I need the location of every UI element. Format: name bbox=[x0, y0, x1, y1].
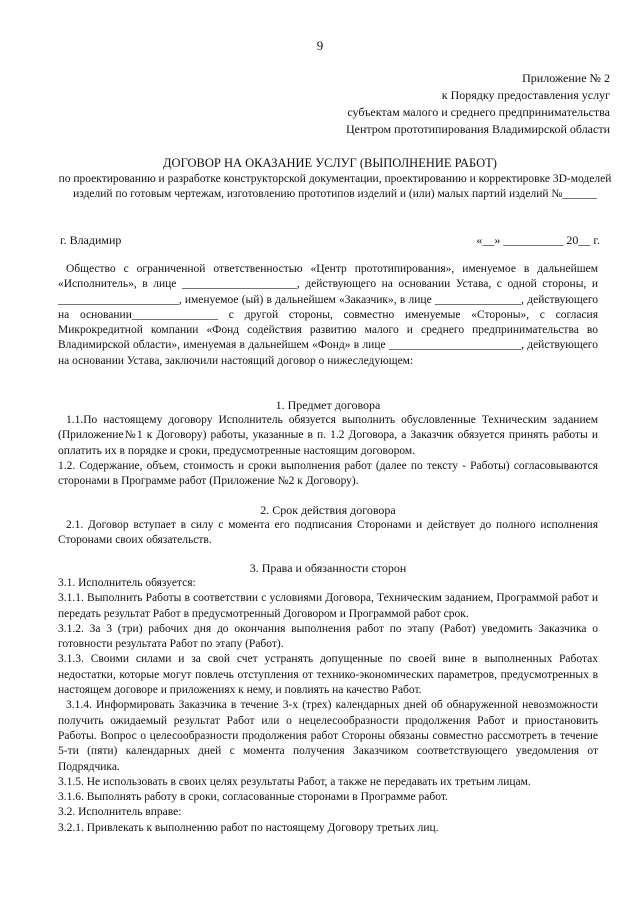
intro-text: Общество с ограниченной ответственностью «Центр прототипирования», именуемое в дальнейшем «Исполнитель», в лице ____________________, действующего на основании Устава, с одной стороны, и _____________________, именуемое (ый) в дальнейшем «Заказчик», в лице _______________, действующего на основании_______________ с другой стороны, совместно именуемые «Стороны», с согласия Микрокредитной компании «Фонд содействия развитию малого и среднего предпринимательства во Владимирской области», именуемая в дальнейшем «Фонд» в лице _______________________, действующего на основании Устава, заключили настоящий договор о нижеследующем: bbox=[58, 263, 598, 367]
clause-3-1-1: 3.1.1. Выполнить Работы в соответствии с условиями Договора, Техническим заданием, Программой работ и передать результат Работ в предусмотренный Договором и Программой работ срок. bbox=[58, 592, 598, 620]
clause-3-1-3: 3.1.3. Своими силами и за свой счет устранять допущенные по своей вине в выполненных Работах недостатки, которые могут повлечь отступления от технико-экономических параметров, предусмотренных в настоящем договоре и приложениях к нему, и повлиять на качество Работ. bbox=[58, 653, 598, 697]
city: г. Владимир bbox=[60, 233, 122, 247]
clause-3-1-4: 3.1.4. Информировать Заказчика в течение 3-х (трех) календарных дней об обнаруженной невозможности получить ожидаемый результат Работ или о нецелесообразности продолжения Работ и приостановить Работы. Вопрос о целесообразности продолжения работ Стороны обязаны совместно рассмотреть в течение 5-ти (пяти) календарных дней с момента получения Заказчиком соответствующего уведомления от Подрядчика. bbox=[58, 699, 598, 773]
clause-3-1-6: 3.1.6. Выполнять работу в сроки, согласованные сторонами в Программе работ. bbox=[58, 791, 448, 804]
clause-1-1: 1.1.По настоящему договору Исполнитель обязуется выполнить обусловленные Техническим заданием (Приложение№1 к Договору) работы, указанные в п. 1.2 Договора, а Заказчик обязуется принять работы и оплатить их в порядке и сроки, предусмотренные настоящим договором. bbox=[58, 414, 598, 457]
appendix-line-4: Центром прототипирования Владимирской области bbox=[345, 122, 610, 136]
contract-date: «__» __________ 20__ г. bbox=[476, 233, 600, 247]
clause-3-1: 3.1. Исполнитель обязуется: bbox=[58, 577, 196, 589]
clause-2-1: 2.1. Договор вступает в силу с момента его подписания Сторонами и действует до полного исполнения Сторонами своих обязательств. bbox=[58, 519, 598, 547]
clause-3-1-5: 3.1.5. Не использовать в своих целях результаты Работ, а также не передавать их третьим лицам. bbox=[58, 775, 531, 788]
appendix-line-2: к Порядку предоставления услуг bbox=[441, 88, 610, 102]
section-2-heading: 2. Срок действия договора bbox=[260, 503, 396, 517]
clause-3-2: 3.2. Исполнитель вправе: bbox=[58, 806, 182, 819]
clause-3-2-1: 3.2.1. Привлекать к выполнению работ по настоящему Договору третьих лиц. bbox=[58, 821, 439, 834]
section-3-body bbox=[58, 576, 598, 836]
appendix-header bbox=[210, 70, 610, 138]
appendix-line-3: субъектам малого и среднего предпринимательства bbox=[347, 105, 610, 119]
page-number: 9 bbox=[316, 38, 324, 53]
section-1-body bbox=[58, 413, 598, 489]
clause-3-1-2: 3.1.2. За 3 (три) рабочих дня до окончания выполнения работ по этапу (Работ) уведомить Заказчика о готовности результата Работ по этапу (Работ). bbox=[58, 622, 598, 651]
section-3-heading: 3. Права и обязанности сторон bbox=[249, 561, 407, 575]
section-2-body bbox=[58, 518, 598, 549]
section-1-heading: 1. Предмет договора bbox=[275, 398, 381, 412]
intro-paragraph bbox=[58, 262, 598, 369]
contract-title: ДОГОВОР НА ОКАЗАНИЕ УСЛУГ (ВЫПОЛНЕНИЕ РАБОТ) bbox=[163, 156, 497, 170]
clause-1-2: 1.2. Содержание, объем, стоимость и сроки выполнения работ (далее по тексту - Работы) согласовываются сторонами в Программе работ (Приложение №2 к Договору). bbox=[58, 459, 598, 488]
city-date-line bbox=[60, 233, 600, 249]
appendix-line-1: Приложение № 2 bbox=[522, 71, 610, 85]
contract-subtitle: по проектированию и разработке конструкторской документации, проектированию и корректировке 3D-моделей изделий по готовым чертежам, изготовлению прототипов изделий и (или) малых партий изделий №______ bbox=[58, 173, 612, 201]
